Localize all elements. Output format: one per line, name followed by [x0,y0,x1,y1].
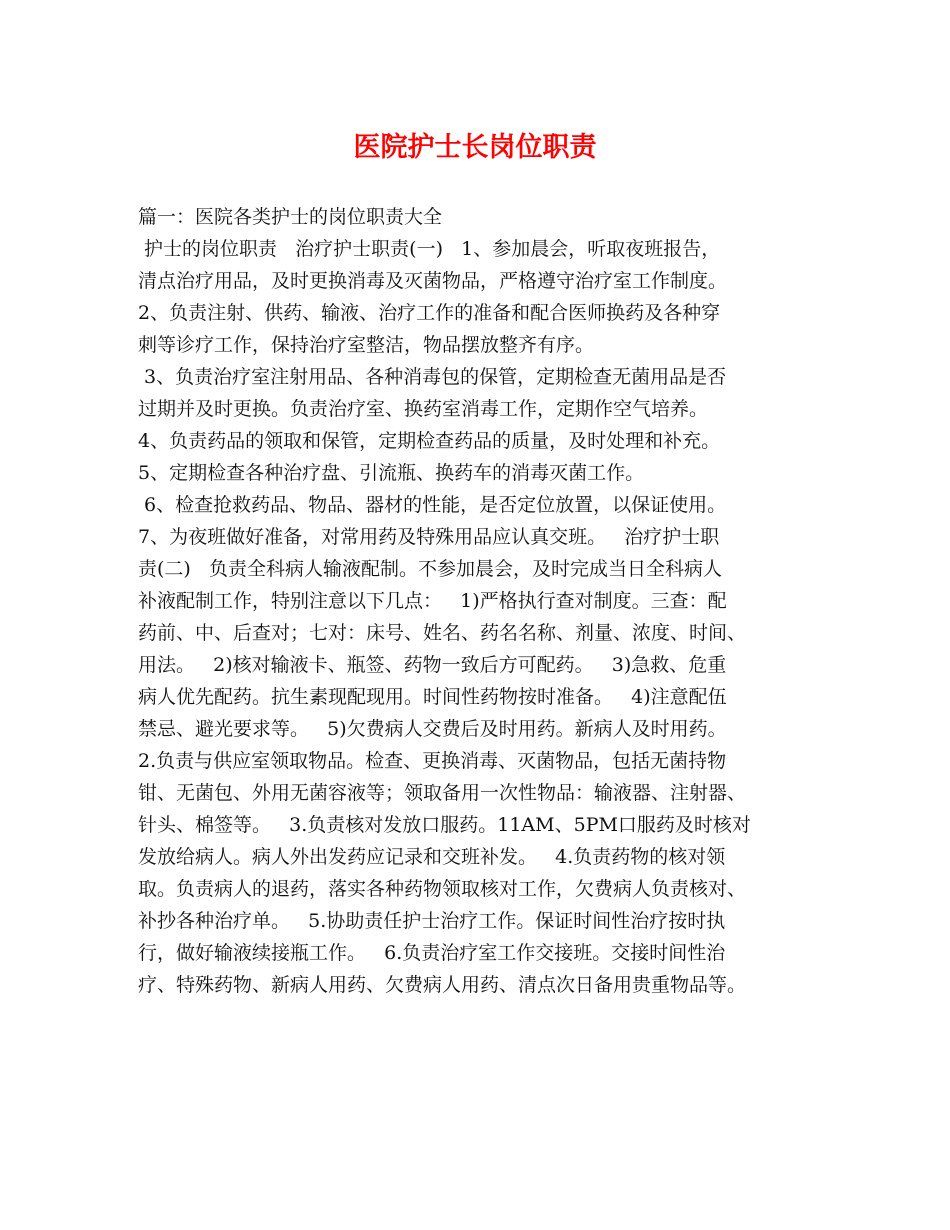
body-line: 补液配制工作，特别注意以下几点： 1)严格执行查对制度。三查：配 [138,590,727,612]
body-line: 过期并及时更换。负责治疗室、换药室消毒工作，定期作空气培养。 [138,398,709,420]
body-line: 2.负责与供应室领取物品。检查、更换消毒、灭菌物品，包括无菌持物 [138,750,727,772]
body-line: 刺等诊疗工作，保持治疗室整洁，物品摆放整齐有序。 [138,334,595,356]
body-line: 7、为夜班做好准备，对常用药及特殊用品应认真交班。 治疗护士职 [138,526,720,548]
body-line: 护士的岗位职责 治疗护士职责(一) 1、参加晨会，听取夜班报告， [138,238,721,260]
body-line: 6、检查抢救药品、物品、器材的性能，是否定位放置，以保证使用。 [138,494,727,516]
body-line: 病人优先配药。抗生素现配现用。时间性药物按时准备。 4)注意配伍 [138,686,727,708]
body-line: 责(二) 负责全科病人输液配制。不参加晨会，及时完成当日全科病人 [138,558,722,580]
body-line: 篇一：医院各类护士的岗位职责大全 [138,206,443,228]
body-line: 药前、中、后查对；七对：床号、姓名、药名名称、剂量、浓度、时间、 [138,622,747,644]
body-line: 用法。 2)核对输液卡、瓶签、药物一致后方可配药。 3)急救、危重 [138,654,727,676]
body-line: 取。负责病人的退药，落实各种药物领取核对工作，欠费病人负责核对、 [138,878,747,900]
body-line: 3、负责治疗室注射用品、各种消毒包的保管，定期检查无菌用品是否 [138,366,727,388]
body-line: 清点治疗用品，及时更换消毒及灭菌物品，严格遵守治疗室工作制度。 [138,270,728,292]
body-line: 针头、棉签等。 3.负责核对发放口服药。11AM、5PM口服药及时核对 [138,814,751,836]
body-line: 2、负责注射、供药、输液、治疗工作的准备和配合医师换药及各种穿 [138,302,721,324]
document-title: 医院护士长岗位职责 [353,132,597,163]
body-line: 4、负责药品的领取和保管，定期检查药品的质量，及时处理和补充。 [138,430,721,452]
body-line: 行，做好输液续接瓶工作。 6.负责治疗室工作交接班。交接时间性治 [138,942,726,964]
body-line: 钳、无菌包、外用无菌容液等；领取备用一次性物品：输液器、注射器、 [138,782,747,804]
body-line: 发放给病人。病人外出发药应记录和交班补发。 4.负责药物的核对领 [138,846,726,868]
body-line: 5、定期检查各种治疗盘、引流瓶、换药车的消毒灭菌工作。 [138,462,645,484]
body-line: 补抄各种治疗单。 5.协助责任护士治疗工作。保证时间性治疗按时执 [138,910,726,932]
body-line: 疗、特殊药物、新病人用药、欠费病人用药、清点次日备用贵重物品等。 [138,974,747,996]
document-body [138,201,838,1001]
body-line: 禁忌、避光要求等。 5)欠费病人交费后及时用药。新病人及时用药。 [138,718,727,740]
